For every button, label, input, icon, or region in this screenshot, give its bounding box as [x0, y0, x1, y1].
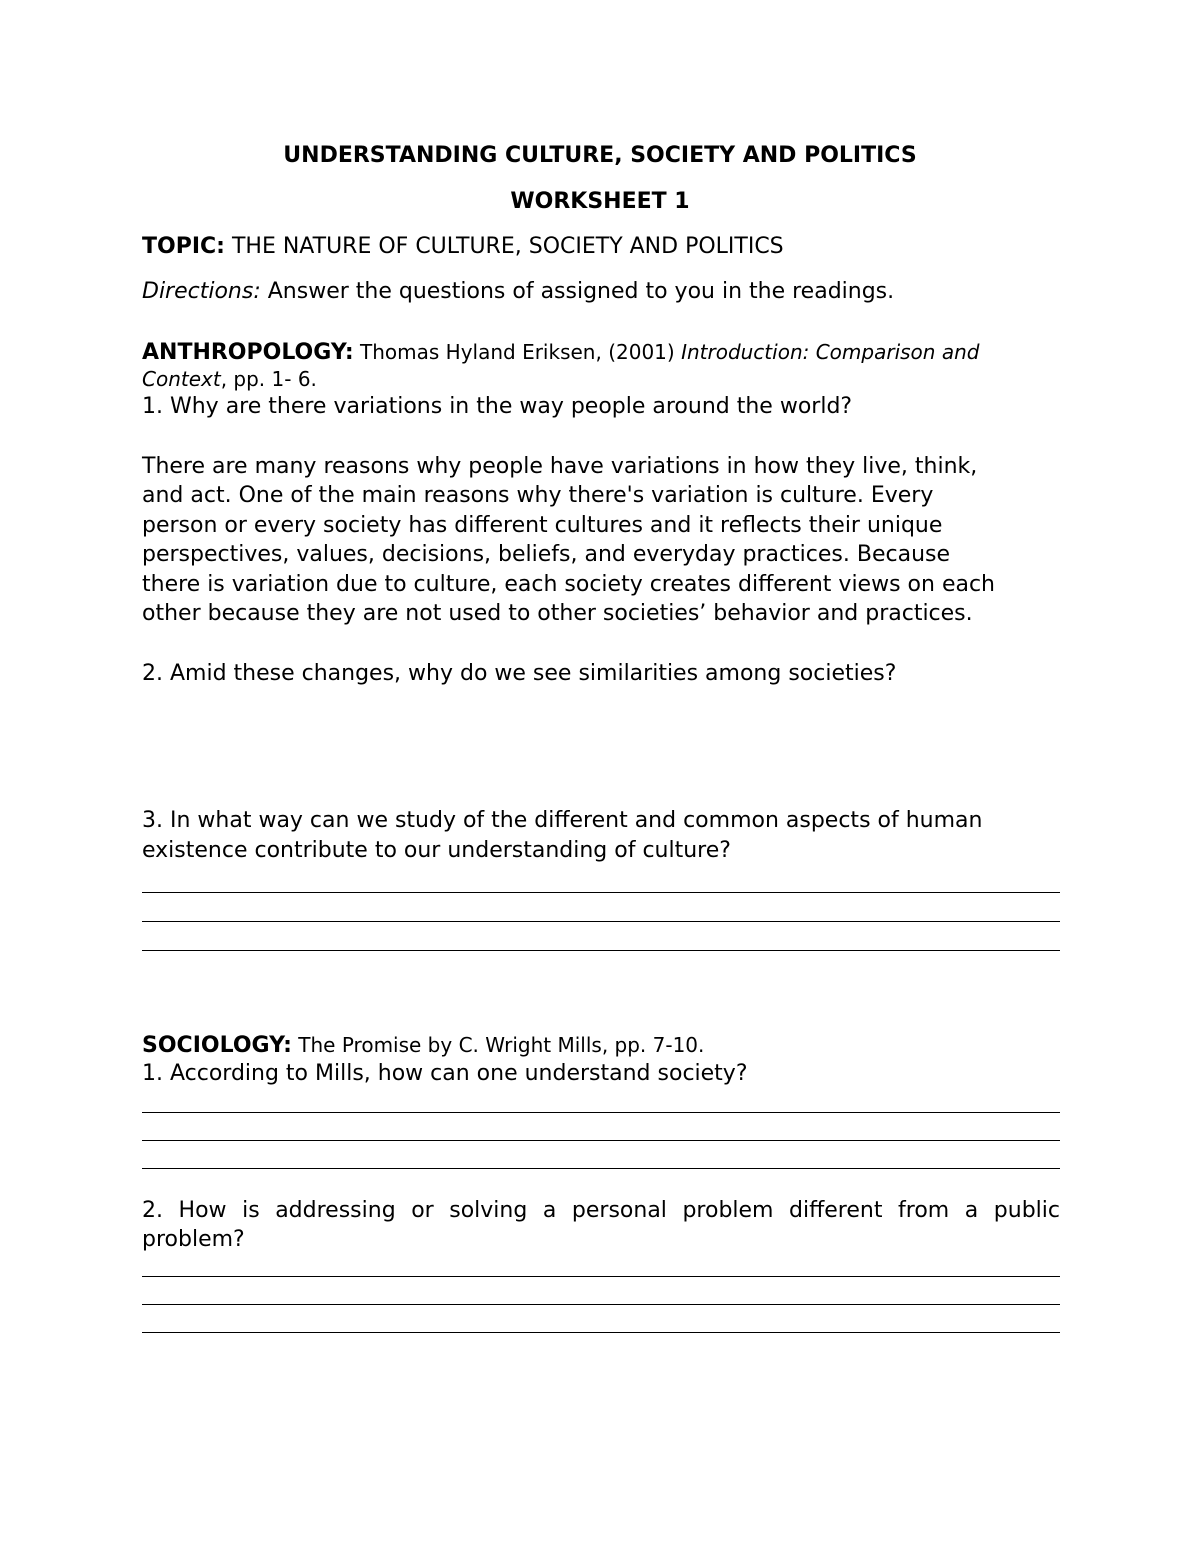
anthropology-question-1: 1. Why are there variations in the way people around the world?	[142, 394, 853, 419]
anthropology-ref-pages: , pp. 1- 6.	[220, 367, 317, 391]
sociology-ref: The Promise by C. Wright Mills, pp. 7-10.	[291, 1033, 705, 1057]
anthropology-question-3-line-1: 3. In what way can we study of the different and common aspects of human	[142, 808, 983, 833]
anthropology-ref-line-2	[142, 364, 1060, 395]
answer-line-4: perspectives, values, decisions, beliefs, and everyday practices. Because	[142, 542, 951, 567]
answer-blank-line[interactable]	[142, 1304, 1060, 1305]
anthropology-ref-title-1: Introduction: Comparison and	[681, 340, 980, 364]
sociology-question-1: 1. According to Mills, how can one understand society?	[142, 1061, 748, 1086]
directions-text: Answer the questions of assigned to you in the readings.	[260, 279, 895, 304]
worksheet-number: WORKSHEET 1	[510, 189, 690, 214]
answer-blank-line[interactable]	[142, 921, 1060, 922]
sociology-heading	[142, 1030, 1060, 1061]
answer-blank-line[interactable]	[142, 1112, 1060, 1113]
anthropology-question-2: 2. Amid these changes, why do we see similarities among societies?	[142, 661, 897, 686]
answer-blank-line[interactable]	[142, 1332, 1060, 1333]
document-title: UNDERSTANDING CULTURE, SOCIETY AND POLITICS	[283, 143, 917, 168]
directions-line	[142, 277, 1060, 307]
anthropology-ref-author: Thomas Hyland Eriksen, (2001)	[353, 340, 682, 364]
answer-line-2: and act. One of the main reasons why there's variation is culture. Every	[142, 483, 934, 508]
topic-line	[142, 232, 1060, 262]
topic-label: TOPIC:	[142, 234, 225, 259]
answer-line-6: other because they are not used to other societies’ behavior and practices.	[142, 601, 973, 626]
answer-blank-line[interactable]	[142, 1168, 1060, 1169]
answer-blank-line[interactable]	[142, 1140, 1060, 1141]
sociology-question-2: 2. How is addressing or solving a personal problem different from a public problem?	[142, 1198, 1060, 1252]
answer-blank-line[interactable]	[142, 950, 1060, 951]
directions-label: Directions:	[142, 279, 261, 304]
anthropology-label: ANTHROPOLOGY:	[142, 340, 354, 365]
topic-text: THE NATURE OF CULTURE, SOCIETY AND POLITICS	[224, 234, 784, 259]
answer-line-1: There are many reasons why people have variations in how they live, think,	[142, 454, 978, 479]
sociology-label: SOCIOLOGY:	[142, 1033, 292, 1058]
anthropology-ref-title-2: Context	[142, 367, 221, 391]
answer-line-3: person or every society has different cultures and it reflects their unique	[142, 513, 943, 538]
anthropology-question-3-line-2: existence contribute to our understanding of culture?	[142, 838, 731, 863]
answer-blank-line[interactable]	[142, 1276, 1060, 1277]
answer-line-5: there is variation due to culture, each society creates different views on each	[142, 572, 995, 597]
answer-blank-line[interactable]	[142, 892, 1060, 893]
